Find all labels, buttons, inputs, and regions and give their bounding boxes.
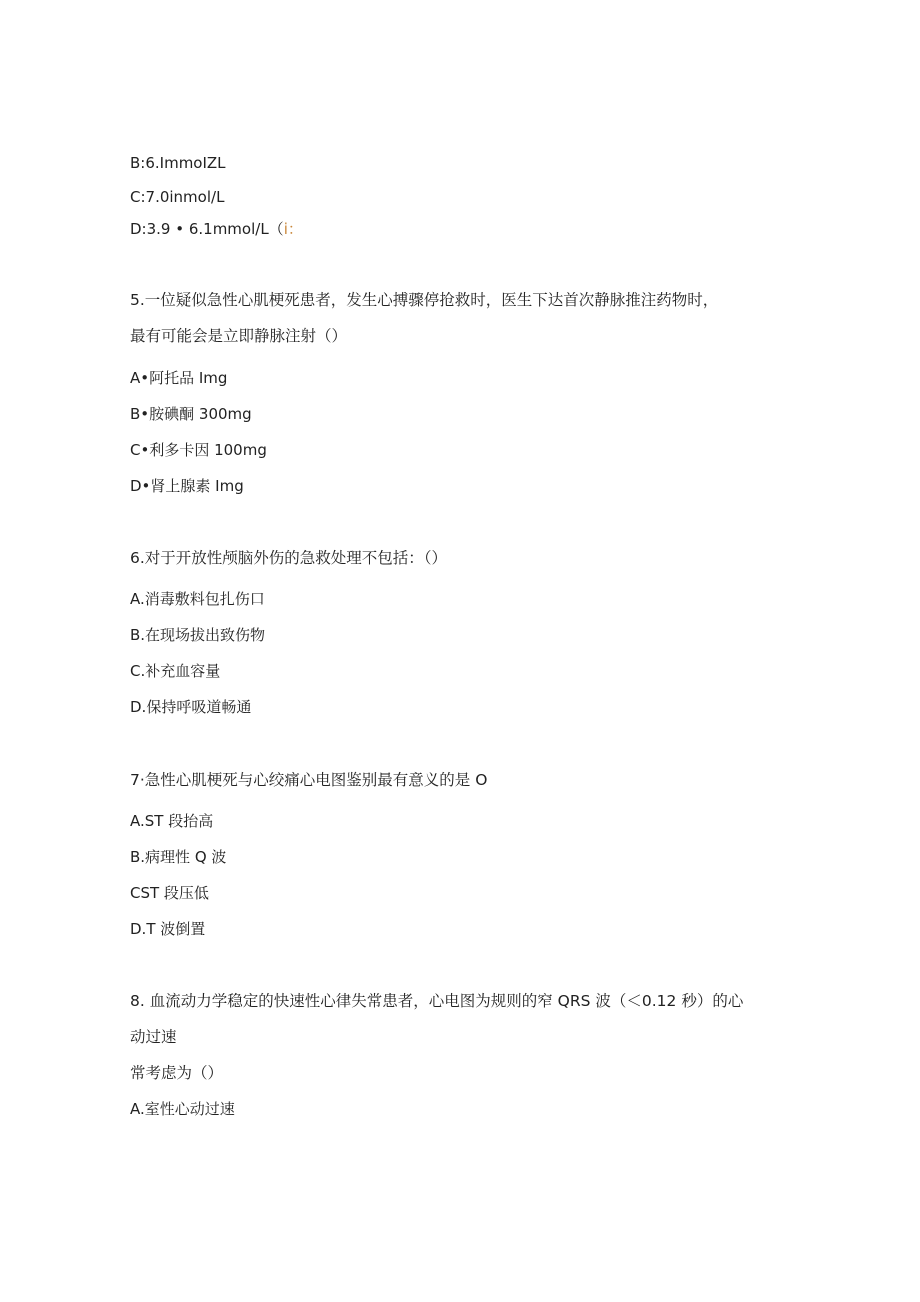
- q7-option-a: A.ST 段抬高: [130, 812, 214, 830]
- q7-option-d: D.T 波倒置: [130, 920, 206, 938]
- q4-option-d-text: D:3.9 • 6.1mmol/L（: [130, 220, 284, 238]
- q5-option-c: C•利多卡因 100mg: [130, 441, 267, 459]
- q4-option-c: C:7.0inmol/L: [130, 188, 225, 206]
- q5-stem-line1: 5.一位疑似急性心肌梗死患者，发生心搏骤停抢救时，医生下达首次静脉推注药物时，: [130, 291, 719, 309]
- q6-option-c: C.补充血容量: [130, 662, 221, 680]
- q5-option-a: A•阿托品 Img: [130, 369, 228, 387]
- q8-stem-line3: 常考虑为（）: [130, 1064, 224, 1082]
- q6-stem: 6.对于开放性颅脑外伤的急救处理不包括：（）: [130, 549, 448, 567]
- q4-option-d: [130, 219, 303, 239]
- q5-option-d: D•肾上腺素 Img: [130, 477, 244, 495]
- q6-option-a: A.消毒敷料包扎伤口: [130, 590, 265, 608]
- q5-option-b: B•胺碘酮 300mg: [130, 405, 252, 423]
- q6-option-b: B.在现场拔出致伤物: [130, 626, 266, 644]
- q8-stem-line1: 8. 血流动力学稳定的快速性心律失常患者，心电图为规则的窄 QRS 波（＜0.12 秒）的心: [130, 992, 744, 1010]
- q7-option-c: CST 段压低: [130, 884, 209, 902]
- q5-stem-line2: 最有可能会是立即静脉注射（）: [130, 327, 348, 345]
- q7-stem: 7·急性心肌梗死与心绞痛心电图鉴别最有意义的是 O: [130, 771, 488, 789]
- q8-stem-line2: 动过速: [130, 1028, 177, 1046]
- q4-option-b: B:6.ImmoIZL: [130, 154, 226, 172]
- q4-option-d-mark: i：: [283, 220, 303, 238]
- q7-option-b: B.病理性 Q 波: [130, 848, 227, 866]
- q8-option-a: A.室性心动过速: [130, 1100, 235, 1118]
- q6-option-d: D.保持呼吸道畅通: [130, 698, 252, 716]
